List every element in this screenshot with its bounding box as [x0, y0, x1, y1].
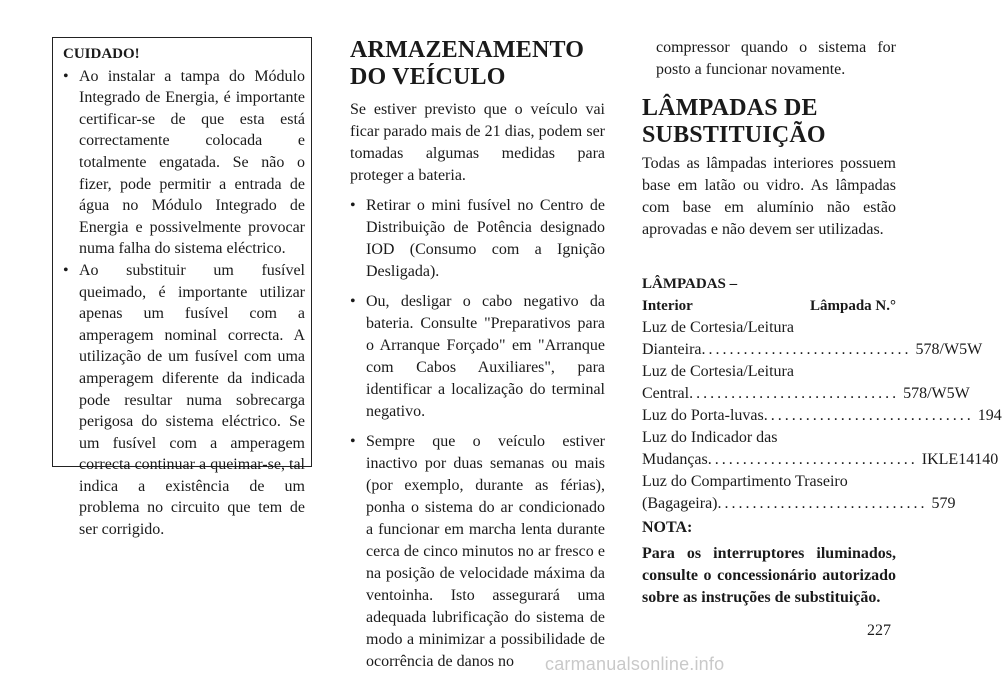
- dot-leader: ..............................: [707, 451, 918, 468]
- bulb-row-value: 194: [977, 407, 1002, 424]
- table-row: [642, 317, 983, 361]
- bulb-row-value: 578/W5W: [915, 341, 983, 358]
- dot-leader: ..............................: [763, 407, 974, 424]
- right-column: [642, 37, 1002, 609]
- storage-list: [350, 195, 605, 673]
- middle-column: [350, 37, 605, 681]
- bulb-row-label: Luz do Indicador das: [642, 429, 778, 446]
- bulbs-table-header: [642, 295, 896, 317]
- storage-item-battery-cable: • Ou, desligar o cabo negativo da bateria. Consulte "Preparativos para o Arranque Forçado" em "Arranque com Cabos Auxiliares", para identificar a localização do terminal negativo.: [350, 291, 605, 423]
- caution-item-install-cover: • Ao instalar a tampa do Módulo Integrado de Energia, é importante certificar-se de que esta está correctamente colocada e totalmente engatada. Se não o fizer, pode permitir a entrada de água no Módulo Integrado de Energia e possivelmente provocar numa falha do sistema eléctrico.: [63, 66, 305, 260]
- bulb-row-value: 579: [931, 495, 956, 512]
- table-row: [642, 471, 956, 515]
- caution-box: [52, 37, 312, 539]
- bulb-row-location: Luz do Porta-luvas: [642, 407, 764, 424]
- storage-title: ARMAZENAMENTO DO VEÍCULO: [350, 37, 585, 90]
- bulb-row-value: 578/W5W: [903, 385, 970, 402]
- bulbs-title: LÂMPADAS DE SUBSTITUIÇÃO: [642, 95, 826, 148]
- bulb-row-line: [642, 449, 999, 471]
- table-row: [642, 405, 1002, 427]
- bulbs-col-right: Lâmpada N.°: [809, 298, 896, 314]
- bulb-row-line: [642, 383, 970, 405]
- bulb-row-line: [642, 405, 1002, 427]
- page-number: 227: [867, 622, 891, 639]
- bulb-row-label: Luz do Compartimento Traseiro: [642, 473, 848, 490]
- bulb-row-location: Mudanças: [642, 451, 708, 468]
- caution-item-replace-fuse: • Ao substituir um fusível queimado, é importante utilizar apenas um fusível com a amperagem nominal correcta. A utilização de um fusível com uma amperagem diferente da indicada pode resultar numa sobrecarga perigosa do sistema eléctrico. Se um fusível com a amperagem correcta continuar a queimar-se, tal indica a existência de um problema no circuito que tem de ser corrigido.: [63, 260, 305, 541]
- bulbs-col-left: Interior: [642, 298, 693, 314]
- bulbs-table-heading: LÂMPADAS –: [642, 276, 738, 292]
- bulb-row-line: [642, 339, 983, 361]
- bulb-row-location: Dianteira: [642, 341, 702, 358]
- storage-intro: Se estiver previsto que o veículo vai ficar parado mais de 21 dias, podem ser tomadas algumas medidas para proteger a bateria.: [350, 101, 605, 184]
- caution-title: CUIDADO!: [63, 46, 140, 62]
- bulb-row-value: IKLE14140: [921, 451, 999, 468]
- storage-item-mini-fuse: • Retirar o mini fusível no Centro de Distribuição de Potência designado IOD (Consumo com a Ignição Desligada).: [350, 195, 605, 283]
- dot-leader: ..............................: [717, 495, 928, 512]
- bulbs-intro: Todas as lâmpadas interiores possuem base em latão ou vidro. As lâmpadas com base em alumínio não estão aprovadas e não devem ser utilizadas.: [642, 155, 896, 238]
- bulb-row-line: [642, 493, 956, 515]
- dot-leader: ..............................: [701, 341, 912, 358]
- table-row: [642, 427, 999, 471]
- storage-continuation: compressor quando o sistema for posto a funcionar novamente.: [656, 39, 896, 78]
- bulb-row-location: Central: [642, 385, 690, 402]
- bulb-row-location: (Bagageira): [642, 495, 718, 512]
- note-label: NOTA:: [642, 519, 693, 536]
- bulb-row-label: Luz de Cortesia/Leitura: [642, 319, 794, 336]
- watermark: carmanualsonline.info: [545, 654, 725, 674]
- storage-item-ac-run: • Sempre que o veículo estiver inactivo por duas semanas ou mais (por exemplo, durante as férias), ponha o sistema do ar condicionado a funcionar em marcha lenta durante cerca de cinco minutos no ar fresco e na posição de velocidade máxima da ventoinha. Isto assegurará uma adequada lubrificação do sistema de modo a minimizar a possibilidade de ocorrência de danos no: [350, 431, 605, 673]
- bulbs-table: [642, 273, 1002, 515]
- dot-leader: ..............................: [689, 385, 900, 402]
- bulb-row-label: Luz de Cortesia/Leitura: [642, 363, 794, 380]
- table-row: [642, 361, 970, 405]
- note-text: Para os interruptores iluminados, consulte o concessionário autorizado sobre as instruções de substituição.: [642, 545, 896, 606]
